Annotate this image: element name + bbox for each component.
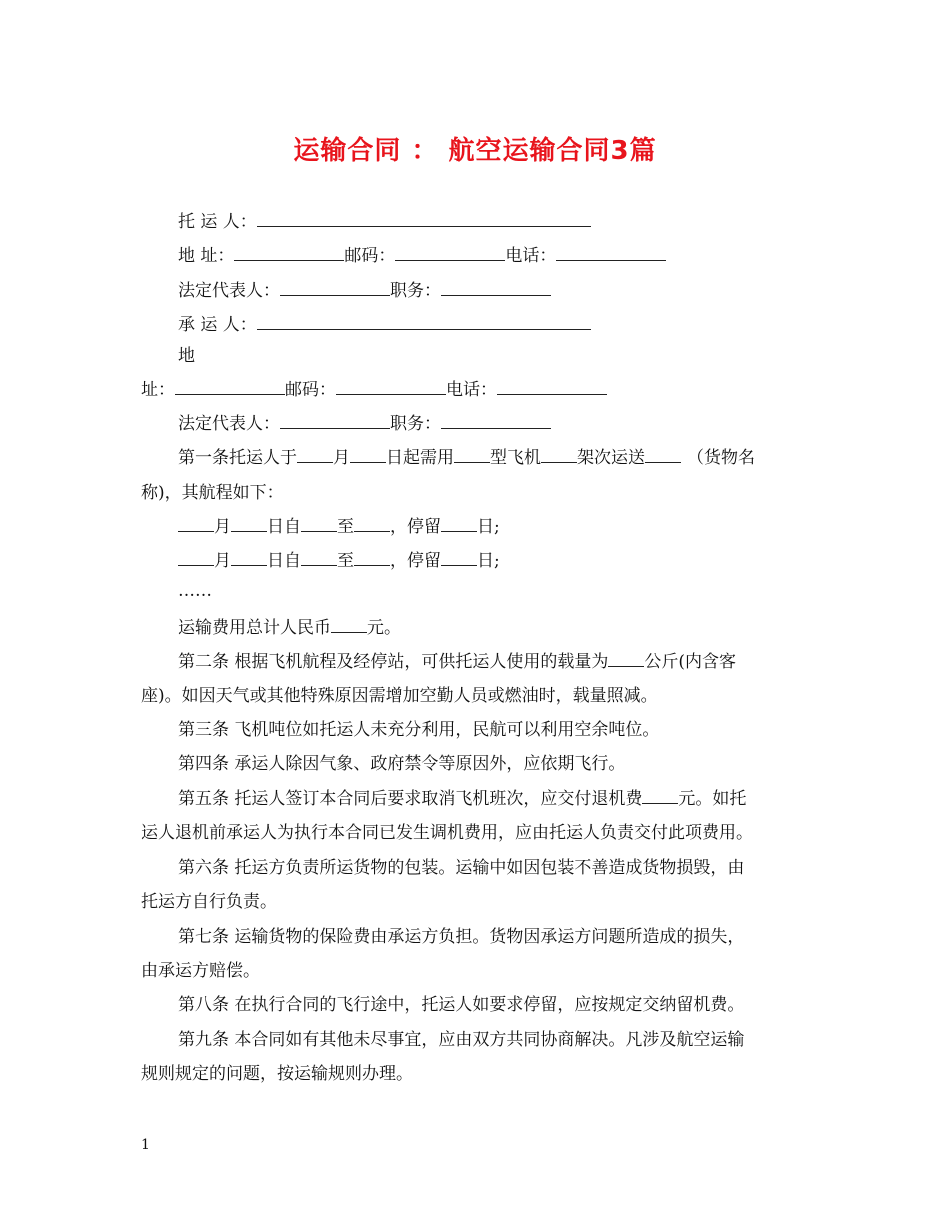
article-6-text: 托运方自行负责。	[141, 892, 277, 912]
article-1-text: 第一条托运人于	[178, 448, 297, 468]
route-line-2	[178, 550, 500, 572]
shipper-blank[interactable]	[257, 211, 591, 227]
address-label: 地 址：	[178, 246, 235, 266]
article-5-line-a	[178, 788, 746, 810]
carrier-address-line-a	[178, 345, 195, 367]
ellipsis-line	[178, 580, 212, 602]
carrier-label: 承 运 人：	[178, 315, 257, 335]
route-text: 日自	[267, 517, 301, 537]
month-blank[interactable]	[297, 447, 333, 463]
ellipsis: ……	[178, 581, 212, 601]
article-9-text: 第九条 本合同如有其他未尽事宜，应由双方共同协商解决。凡涉及航空运输	[178, 1030, 745, 1050]
article-5-text: 元。如托	[678, 789, 747, 809]
carrier-blank[interactable]	[257, 314, 591, 330]
carrier-phone-blank[interactable]	[497, 379, 607, 395]
fee-blank[interactable]	[331, 617, 367, 633]
day-blank[interactable]	[350, 447, 386, 463]
route-day-blank[interactable]	[231, 550, 267, 566]
route-text: 日;	[477, 517, 500, 537]
article-9-text: 规则规定的问题，按运输规则办理。	[141, 1064, 413, 1084]
article-7-text: 由承运方赔偿。	[141, 961, 260, 981]
phone-label: 电话：	[446, 380, 497, 400]
route-stop-blank[interactable]	[441, 550, 477, 566]
article-1-line-b	[141, 482, 284, 504]
article-3-text: 第三条 飞机吨位如托运人未充分利用，民航可以利用空余吨位。	[178, 720, 660, 740]
shipper-address-line	[178, 245, 666, 267]
rep-label: 法定代表人：	[178, 414, 280, 434]
route-month-blank[interactable]	[178, 516, 214, 532]
route-text: 月	[214, 551, 231, 571]
route-day-blank[interactable]	[231, 516, 267, 532]
route-line-1	[178, 516, 500, 538]
article-2-text: 第二条 根据飞机航程及经停站，可供托运人使用的载量为	[178, 652, 609, 672]
route-text: 日;	[477, 551, 500, 571]
address-label-part2: 址：	[141, 380, 175, 400]
shipper-label: 托 运 人：	[178, 212, 257, 232]
fee-text: 运输费用总计人民币	[178, 618, 331, 638]
article-3-line	[178, 719, 659, 741]
article-9-line-a	[178, 1029, 744, 1051]
route-to-blank[interactable]	[354, 550, 390, 566]
article-1-line-a	[178, 447, 755, 469]
article-1-text: 型飞机	[490, 448, 541, 468]
carrier-post-blank[interactable]	[441, 413, 551, 429]
shipper-line	[178, 211, 591, 233]
carrier-address-line-b	[141, 379, 607, 401]
route-text: ，停留	[390, 551, 441, 571]
article-8-line	[178, 994, 744, 1016]
phone-blank[interactable]	[556, 245, 666, 261]
route-from-blank[interactable]	[301, 550, 337, 566]
route-text: 日自	[267, 551, 301, 571]
article-1-text: 称)，其航程如下：	[141, 483, 284, 503]
article-6-line-b	[141, 891, 277, 913]
article-5-line-b	[141, 822, 753, 844]
route-from-blank[interactable]	[301, 516, 337, 532]
address-blank[interactable]	[234, 245, 344, 261]
zip-blank[interactable]	[395, 245, 505, 261]
article-6-text: 第六条 托运方负责所运货物的包装。运输中如因包装不善造成货物损毁，由	[178, 858, 745, 878]
carrier-line	[178, 314, 591, 336]
page-number: 1	[141, 1137, 150, 1153]
carrier-address-blank[interactable]	[175, 379, 285, 395]
sorties-blank[interactable]	[541, 447, 577, 463]
article-4-text: 第四条 承运人除因气象、政府禁令等原因外，应依期飞行。	[178, 754, 626, 774]
zip-label: 邮码：	[344, 246, 396, 266]
article-4-line	[178, 753, 625, 775]
article-2-text: 座)。如因天气或其他特殊原因需增加空勤人员或燃油时，载量照减。	[141, 686, 658, 706]
article-7-line-b	[141, 960, 260, 982]
article-5-text: 运人退机前承运人为执行本合同已发生调机费用，应由托运人负责交付此项费用。	[141, 823, 753, 843]
cancel-fee-blank[interactable]	[642, 788, 678, 804]
article-1-text: 月	[333, 448, 350, 468]
fee-line	[178, 617, 401, 639]
route-to-blank[interactable]	[354, 516, 390, 532]
route-stop-blank[interactable]	[441, 516, 477, 532]
document-title: 运输合同 ： 航空运输合同3篇	[293, 136, 657, 166]
carrier-rep-blank[interactable]	[280, 413, 390, 429]
article-9-line-b	[141, 1063, 413, 1085]
address-label-part1: 地	[178, 346, 195, 366]
shipper-rep-line	[178, 280, 551, 302]
rep-blank[interactable]	[280, 280, 390, 296]
article-2-text: 公斤(内含客	[644, 652, 737, 672]
route-month-blank[interactable]	[178, 550, 214, 566]
aircraft-type-blank[interactable]	[454, 447, 490, 463]
route-text: 至	[337, 517, 354, 537]
article-7-text: 第七条 运输货物的保险费由承运方负担。货物因承运方问题所造成的损失，	[178, 927, 745, 947]
route-text: 月	[214, 517, 231, 537]
article-5-text: 第五条 托运人签订本合同后要求取消飞机班次，应交付退机费	[178, 789, 643, 809]
article-1-text: （货物名	[687, 448, 755, 468]
zip-label: 邮码：	[285, 380, 336, 400]
fee-text: 元。	[367, 618, 401, 638]
article-8-text: 第八条 在执行合同的飞行途中，托运人如要求停留，应按规定交纳留机费。	[178, 995, 745, 1015]
article-2-line-b	[141, 685, 658, 707]
load-blank[interactable]	[608, 651, 644, 667]
article-2-line-a	[178, 651, 736, 673]
route-text: ，停留	[390, 517, 441, 537]
route-text: 至	[337, 551, 354, 571]
article-7-line-a	[178, 926, 744, 948]
post-label: 职务：	[390, 281, 441, 301]
carrier-rep-line	[178, 413, 551, 435]
post-label: 职务：	[390, 414, 441, 434]
article-1-text: 日起需用	[386, 448, 454, 468]
article-1-text: 架次运送	[577, 448, 645, 468]
cargo-blank[interactable]	[645, 447, 681, 463]
article-6-line-a	[178, 857, 744, 879]
rep-label: 法定代表人：	[178, 281, 280, 301]
carrier-zip-blank[interactable]	[336, 379, 446, 395]
phone-label: 电话：	[505, 246, 557, 266]
post-blank[interactable]	[441, 280, 551, 296]
